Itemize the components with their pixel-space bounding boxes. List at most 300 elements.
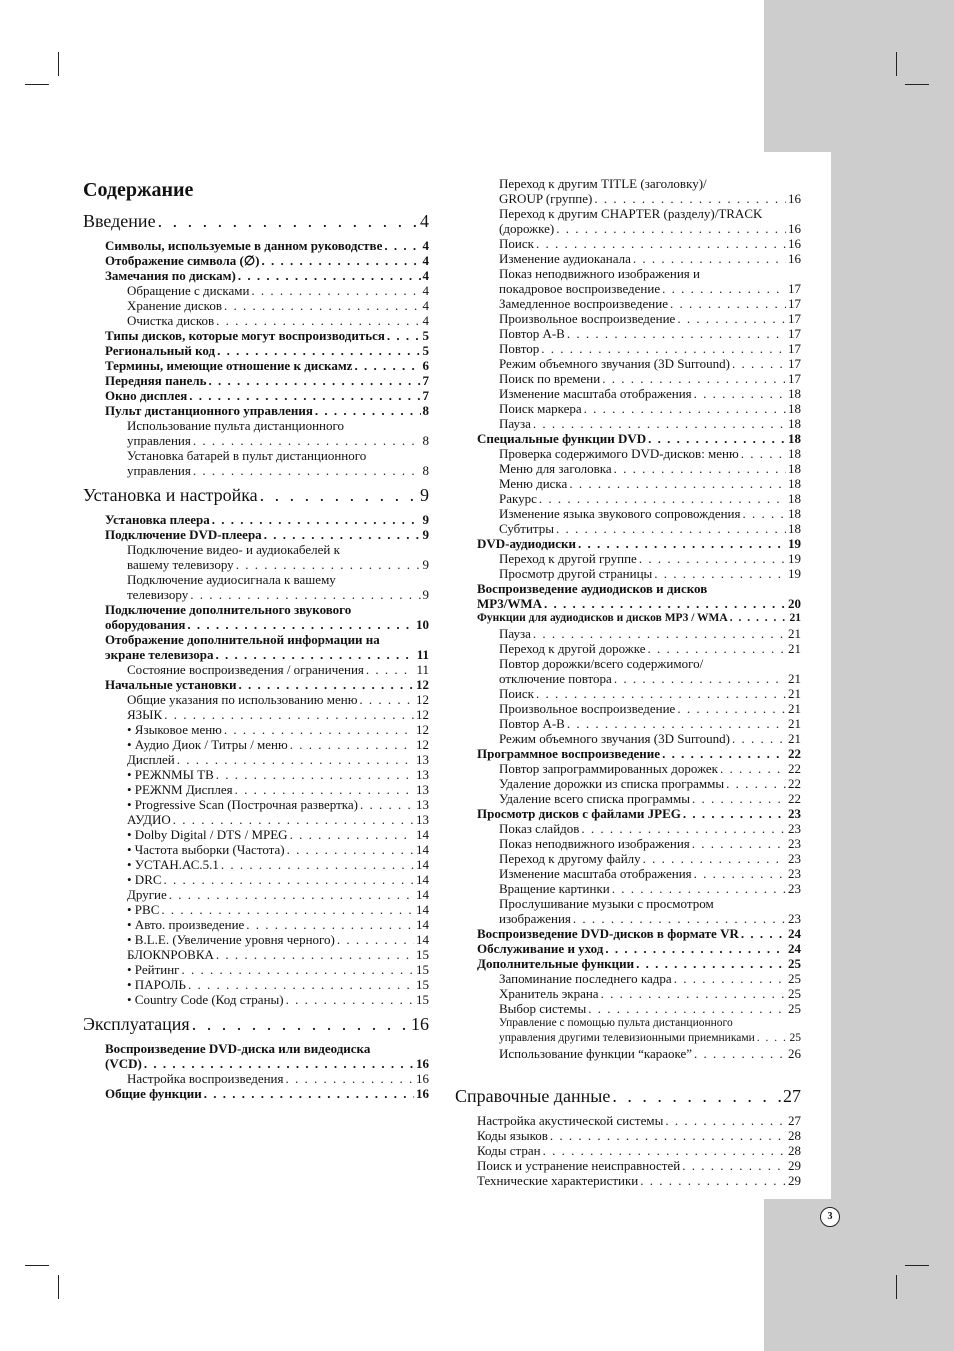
dot-leader [164,872,414,887]
dot-leader [224,298,421,313]
toc-page-number: 17 [788,311,801,326]
toc-entry-title: Повтор запрограммированных дорожек [499,761,718,776]
toc-entry-title: Дисплей [127,752,175,767]
toc-entry-title: Поиск маркера [499,401,582,416]
toc-entry[interactable] [499,626,801,641]
margin-band-bottom [764,1199,954,1351]
toc-entry[interactable] [127,722,429,737]
toc-entry[interactable] [499,881,801,896]
toc-page-number: 25 [788,971,801,986]
toc-entry-title: Технические характеристики [477,1173,639,1188]
toc-entry[interactable] [477,431,801,446]
toc-entry[interactable] [477,1128,801,1143]
toc-entry[interactable] [127,1071,429,1086]
dot-leader [541,341,786,356]
toc-entry-title: экране телевизора [105,647,214,662]
toc-entry[interactable] [127,692,429,707]
toc-page-number: 13 [416,767,429,782]
toc-page-number: 17 [788,371,801,386]
dot-leader [543,1143,786,1158]
dot-leader [169,887,414,902]
toc-entry-line: Отображение дополнительной информации на [105,632,380,647]
toc-entry[interactable] [127,992,429,1007]
toc-entry-title: Ракурс [499,491,537,506]
toc-entry[interactable] [499,911,801,926]
toc-entry-title: • ПАРОЛЬ [127,977,186,992]
dot-leader [359,692,414,707]
toc-entry-title: Произвольное воспроизведение [499,701,676,716]
toc-page-number: 9 [420,485,429,505]
toc-entry[interactable] [105,238,429,253]
toc-entry-title: Меню диска [499,476,568,491]
dot-leader [757,1031,788,1046]
toc-list-left [83,210,429,1101]
toc-entry[interactable] [477,1143,801,1158]
dot-leader [643,851,786,866]
toc-page-number: 14 [416,842,429,857]
toc-entry-title: Обращение с дисками [127,283,250,298]
toc-entry-title: Показ неподвижного изображения [499,836,690,851]
toc-entry[interactable] [499,566,801,581]
dot-leader [550,1128,786,1143]
toc-entry-title: Проверка содержимого DVD-дисков: меню [499,446,739,461]
toc-entry-title: Изменение масштаба отображения [499,866,692,881]
toc-entry-title: Выбор системы [499,1001,587,1016]
toc-entry[interactable] [127,902,429,917]
toc-entry[interactable] [127,887,429,902]
toc-entry-title: • УСТАН.АС.5.1 [127,857,219,872]
toc-entry[interactable] [499,416,801,431]
toc-entry[interactable] [105,343,429,358]
toc-entry-title: Дополнительные функции [477,956,635,971]
toc-entry[interactable] [499,461,801,476]
toc-entry[interactable] [499,836,801,851]
toc-entry[interactable] [127,932,429,947]
toc-page-number: 28 [788,1128,801,1143]
crop-mark [58,1275,59,1299]
dot-leader [182,962,414,977]
toc-entry[interactable] [499,731,801,746]
dot-leader [556,221,786,236]
toc-page-number: 17 [788,356,801,371]
toc-section-heading[interactable] [83,1013,429,1035]
toc-entry[interactable] [499,401,801,416]
dot-leader [315,403,421,418]
toc-page-number: 23 [788,881,801,896]
toc-entry-title: Коды языков [477,1128,548,1143]
toc-entry[interactable] [105,617,429,632]
toc-page-number: 21 [789,612,801,624]
toc-page-number: 14 [416,827,429,842]
toc-entry[interactable] [499,311,801,326]
toc-entry[interactable] [127,463,429,478]
dot-leader [216,313,420,328]
toc-entry-title: Изменение языка звукового сопровождения [499,506,741,521]
toc-section-heading[interactable] [83,484,429,506]
toc-entry[interactable] [127,842,429,857]
toc-page-number: 5 [422,328,429,343]
toc-entry[interactable] [127,962,429,977]
toc-section-heading[interactable] [83,210,429,232]
toc-entry[interactable] [105,268,429,283]
toc-entry[interactable] [127,283,429,298]
dot-leader [192,1013,409,1035]
toc-entry-title: Отображение символа (∅) [105,253,260,268]
toc-entry[interactable] [477,956,801,971]
toc-entry[interactable] [127,767,429,782]
toc-entry[interactable] [499,326,801,341]
toc-entry[interactable] [477,1173,801,1188]
toc-page-number: 15 [416,992,429,1007]
toc-entry[interactable] [105,358,429,373]
toc-page-number: 29 [788,1173,801,1188]
toc-page-number: 25 [789,1032,801,1044]
toc-entry[interactable] [499,1031,801,1046]
toc-entry[interactable] [499,971,801,986]
toc-entry-title: Показ слайдов [499,821,580,836]
toc-page-number: 18 [788,506,801,521]
toc-entry-title: Общие указания по использованию меню [127,692,358,707]
dot-leader [662,281,786,296]
dot-leader [640,1173,786,1188]
toc-entry[interactable] [499,776,801,791]
toc-entry[interactable] [477,941,801,956]
toc-right-column [455,176,801,1188]
toc-page-number: 23 [788,806,801,821]
dot-leader [387,328,421,343]
toc-entry[interactable] [499,716,801,731]
dot-leader [384,238,420,253]
toc-entry[interactable] [499,851,801,866]
toc-entry[interactable] [127,917,429,932]
dot-leader [533,416,786,431]
toc-entry-title: DVD-аудиодиски [477,536,577,551]
toc-entry[interactable] [477,611,801,626]
toc-entry-title: Типы дисков, которые могут воспроизводиться [105,328,385,343]
toc-section-heading[interactable] [455,1085,801,1107]
toc-entry-title: MP3/WMA [477,596,542,611]
toc-page-number: 25 [788,956,801,971]
toc-entry[interactable] [499,221,801,236]
toc-page-number: 23 [788,821,801,836]
dot-leader [366,662,415,677]
toc-entry[interactable] [105,403,429,418]
dot-leader [694,1046,786,1061]
dot-leader [682,1158,786,1173]
toc-entry[interactable] [477,926,801,941]
toc-entry[interactable] [499,191,801,206]
dot-leader [286,1071,415,1086]
toc-entry-title: Изменение аудиоканала [499,251,631,266]
toc-entry-line: Управление с помощью пульта дистанционного [499,1017,733,1029]
toc-entry[interactable] [105,328,429,343]
toc-entry-line: Воспроизведение DVD-диска или видеодиска [105,1041,371,1056]
toc-entry[interactable] [499,1001,801,1016]
toc-entry[interactable] [499,476,801,491]
toc-entry[interactable] [499,521,801,536]
toc-page-number: 29 [788,1158,801,1173]
toc-entry[interactable] [499,356,801,371]
toc-entry-title: Переход к другой группе [499,551,637,566]
toc-entry[interactable] [105,373,429,388]
toc-entry[interactable] [105,677,429,692]
dot-leader [648,431,786,446]
toc-page-number: 9 [422,512,429,527]
dot-leader [720,761,786,776]
toc-entry-title: Удаление дорожки из списка программы [499,776,725,791]
toc-entry-title: Настройка акустической системы [477,1113,664,1128]
toc-entry[interactable] [127,977,429,992]
dot-leader [536,236,786,251]
dot-leader [639,551,786,566]
toc-entry-line: Подключение аудиосигнала к вашему [127,572,336,587]
toc-entry[interactable] [499,296,801,311]
dot-leader [177,752,414,767]
toc-page-number: 19 [788,566,801,581]
toc-entry-title: Изменение масштаба отображения [499,386,692,401]
toc-page-number: 21 [788,716,801,731]
toc-entry-title: • Авто. произведение [127,917,245,932]
toc-entry[interactable] [127,827,429,842]
toc-page-number: 4 [422,298,429,313]
toc-entry[interactable] [127,313,429,328]
toc-page-number: 28 [788,1143,801,1158]
dot-leader [235,782,414,797]
toc-entry[interactable] [499,641,801,656]
toc-page-number: 21 [788,671,801,686]
toc-page-number: 24 [788,941,801,956]
toc-entry-title: Режим объемного звучания (3D Surround) [499,731,730,746]
dot-leader [287,842,414,857]
toc-entry[interactable] [499,686,801,701]
dot-leader [662,746,786,761]
toc-entry-line: Использование пульта дистанционного [127,418,345,433]
dot-leader [187,617,414,632]
toc-entry-title: Повтор A-B [499,716,565,731]
toc-entry[interactable] [499,821,801,836]
dot-leader [189,388,420,403]
toc-entry-title: Коды стран [477,1143,541,1158]
toc-entry-title: Обслуживание и уход [477,941,604,956]
dot-leader [692,836,786,851]
toc-page-number: 12 [416,707,429,722]
toc-page-number: 23 [788,836,801,851]
toc-page-number: 27 [783,1086,801,1106]
dot-leader [260,484,418,506]
toc-page-number: 4 [422,268,429,283]
dot-leader [246,917,414,932]
toc-entry[interactable] [127,557,429,572]
toc-entry-title: Вращение картинки [499,881,610,896]
toc-entry[interactable] [127,737,429,752]
toc-entry[interactable] [499,791,801,806]
toc-entry[interactable] [127,782,429,797]
toc-entry-title: • РЕЖNМ Дисплея [127,782,233,797]
toc-entry-title: Подключение DVD-плеера [105,527,262,542]
toc-entry-title: Эксплуатация [83,1014,190,1034]
toc-entry-title: • Рейтинг [127,962,180,977]
toc-entry[interactable] [105,512,429,527]
toc-entry-title: Программное воспроизведение [477,746,661,761]
toc-entry-title: Запоминание последнего кадра [499,971,672,986]
dot-leader [193,433,421,448]
toc-entry[interactable] [499,491,801,506]
dot-leader [726,776,786,791]
toc-entry-title: Очистка дисков [127,313,215,328]
dot-leader [612,881,786,896]
toc-entry-title: Окно дисплея [105,388,188,403]
toc-page-number: 16 [788,191,801,206]
dot-leader [578,536,786,551]
crop-mark [896,1275,897,1299]
toc-entry[interactable] [127,298,429,313]
toc-entry[interactable] [499,236,801,251]
toc-entry[interactable] [499,386,801,401]
toc-entry-title: изображения [499,911,571,926]
toc-entry-title: Просмотр дисков с файлами JPEG [477,806,681,821]
toc-entry[interactable] [499,866,801,881]
toc-entry[interactable] [499,371,801,386]
toc-page-number: 17 [788,281,801,296]
toc-entry[interactable] [499,986,801,1001]
margin-band-top [764,0,954,152]
toc-entry-title: управления [127,433,191,448]
toc-page-number: 21 [788,641,801,656]
toc-entry-title: Специальные функции DVD [477,431,647,446]
toc-page-number: 15 [416,977,429,992]
toc-page-number: 18 [788,476,801,491]
dot-leader [158,210,418,232]
toc-entry[interactable] [477,1158,801,1173]
toc-entry-title: Символы, используемые в данном руководстве [105,238,383,253]
toc-entry[interactable] [499,281,801,296]
toc-entry-title: Произвольное воспроизведение [499,311,676,326]
dot-leader [730,611,788,626]
dot-leader [567,326,786,341]
dot-leader [544,596,786,611]
toc-entry[interactable] [499,341,801,356]
toc-page-number: 8 [422,403,429,418]
toc-page-number: 18 [788,521,801,536]
dot-leader [251,283,420,298]
toc-entry-line: Показ неподвижного изображения и [499,266,700,281]
toc-entry[interactable] [127,433,429,448]
dot-leader [614,671,786,686]
dot-leader [633,251,786,266]
toc-entry[interactable] [499,446,801,461]
crop-mark [58,52,59,76]
toc-entry-title: оборудования [105,617,186,632]
toc-entry[interactable] [105,253,429,268]
toc-page-number: 16 [788,251,801,266]
dot-leader [164,707,414,722]
toc-entry[interactable] [127,707,429,722]
toc-entry[interactable] [499,251,801,266]
toc-entry[interactable] [127,857,429,872]
toc-entry[interactable] [477,1113,801,1128]
margin-band-side [831,152,954,1199]
toc-entry[interactable] [105,1086,429,1101]
dot-leader [261,253,420,268]
toc-entry[interactable] [105,1056,429,1071]
dot-leader [743,506,787,521]
toc-entry-title: БЛОКNРОВКА [127,947,214,962]
crop-mark [25,84,49,85]
toc-entry-title: Передняя панель [105,373,207,388]
toc-page-number: 14 [416,872,429,887]
toc-page-number: 21 [788,626,801,641]
toc-entry-title: телевизору [127,587,189,602]
toc-page-number: 25 [788,986,801,1001]
crop-mark [25,1265,49,1266]
toc-entry[interactable] [105,527,429,542]
toc-page-number: 17 [788,296,801,311]
toc-page-number: 24 [788,926,801,941]
toc-page-number: 18 [788,386,801,401]
toc-entry[interactable] [499,761,801,776]
toc-page-number: 13 [416,812,429,827]
toc-entry[interactable] [499,506,801,521]
dot-leader [636,956,786,971]
toc-page-number: 8 [422,433,429,448]
toc-page-number: 14 [416,857,429,872]
toc-entry[interactable] [477,596,801,611]
toc-entry[interactable] [127,947,429,962]
toc-entry[interactable] [127,872,429,887]
toc-entry-title: • Аудио Диок / Титры / меню [127,737,288,752]
dot-leader [594,191,786,206]
toc-page-number: 4 [422,238,429,253]
dot-leader [290,737,414,752]
toc-entry[interactable] [105,388,429,403]
dot-leader [173,812,414,827]
dot-leader [539,491,786,506]
toc-page-number: 15 [416,947,429,962]
toc-entry-title: • DRC [127,872,162,887]
toc-entry[interactable] [499,551,801,566]
toc-page-number: 18 [788,446,801,461]
toc-entry[interactable] [477,746,801,761]
toc-entry[interactable] [105,647,429,662]
toc-entry[interactable] [127,752,429,767]
toc-entry[interactable] [127,662,429,677]
toc-page-number: 5 [422,343,429,358]
toc-list-right [455,176,801,1188]
toc-page-number: 10 [416,617,429,632]
dot-leader [290,827,414,842]
dot-leader [556,521,786,536]
toc-page-number: 22 [788,761,801,776]
toc-entry-title: вашему телевизору [127,557,234,572]
page-number: 3 [820,1207,840,1227]
toc-entry[interactable] [127,587,429,602]
toc-entry-title: Воспроизведение DVD-дисков в формате VR [477,926,739,941]
dot-leader [648,641,786,656]
toc-entry[interactable] [477,536,801,551]
toc-entry[interactable] [499,1046,801,1061]
toc-page-number: 6 [422,358,429,373]
toc-entry-title: • Языковое меню [127,722,222,737]
dot-leader [264,527,421,542]
toc-entry-title: АУДИО [127,812,171,827]
toc-entry[interactable] [477,806,801,821]
crop-mark [905,84,929,85]
toc-entry[interactable] [127,812,429,827]
toc-entry[interactable] [499,701,801,716]
toc-entry[interactable] [499,671,801,686]
toc-entry-line: Подключение дополнительного звукового [105,602,352,617]
toc-entry[interactable] [127,797,429,812]
